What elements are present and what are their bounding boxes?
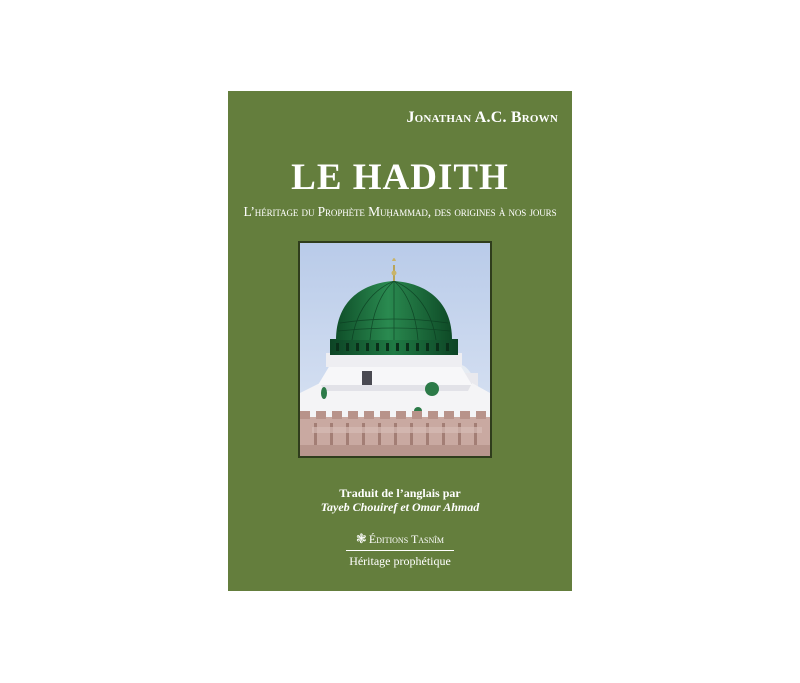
- translated-by-label: Traduit de l’anglais par: [339, 486, 461, 500]
- collection-name: Héritage prophétique: [349, 554, 451, 568]
- publisher-name: Éditions Tasnîm: [368, 532, 445, 546]
- author-name: Jonathan A.C. Brown: [406, 109, 558, 126]
- translation-credit: [228, 486, 572, 515]
- green-dome-mosque-photo: [298, 241, 492, 458]
- translators-names: Tayeb Chouiref et Omar Ahmad: [320, 500, 480, 515]
- book-subtitle: L’héritage du Prophète Muḥammad, des origines à nos jours: [243, 204, 557, 219]
- publisher: [228, 531, 572, 547]
- publisher-divider: [346, 550, 454, 551]
- book-cover: [228, 91, 572, 591]
- flower-icon: ❃: [355, 531, 367, 546]
- book-title: LE HADITH: [291, 157, 509, 198]
